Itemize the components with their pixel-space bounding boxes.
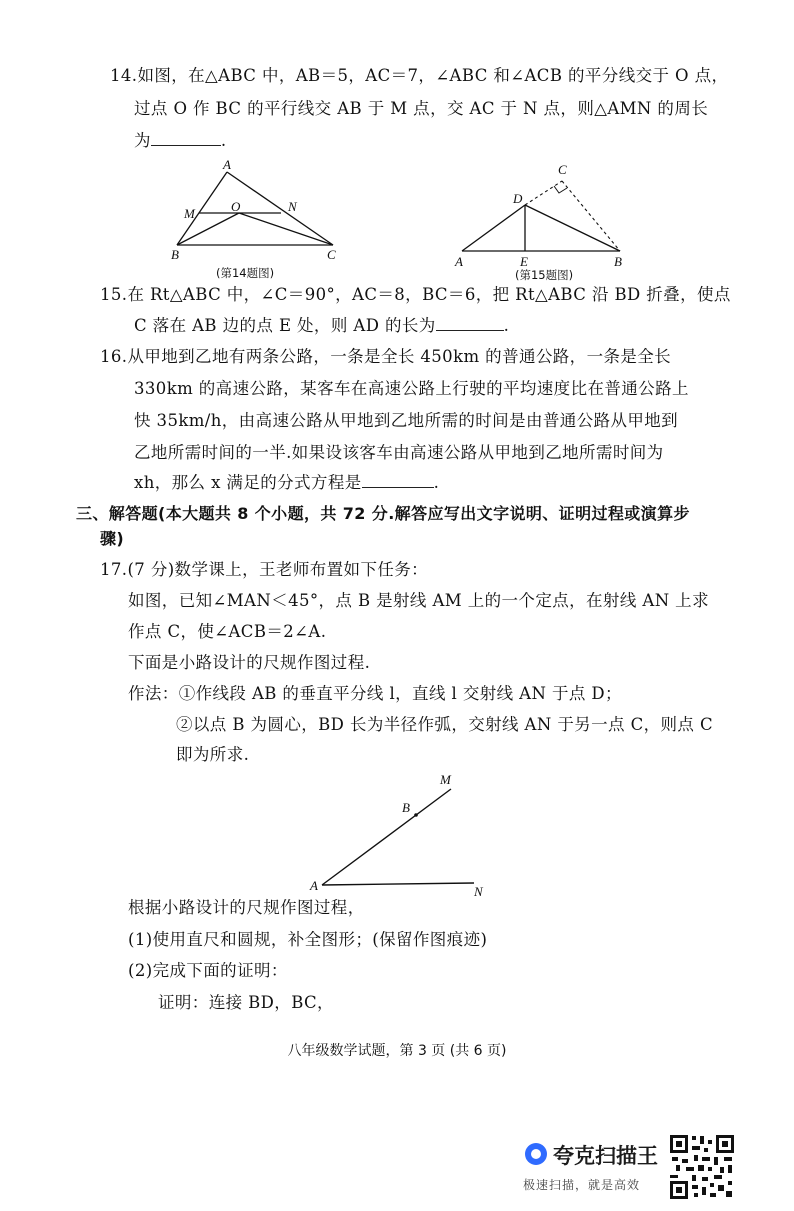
fig17-ray-an [322,883,474,885]
q16-line-2: 330km 的高速公路，某客车在高速公路上行驶的平均速度比在普通公路上 [134,379,689,398]
fig17-label-b: B [402,800,410,815]
q14-text: 为 [134,131,151,150]
fig14-label-m: M [184,206,195,221]
q16-line-4: 乙地所需时间的一半.如果设该客车由高速公路从甲地到乙地所需时间为 [134,443,664,462]
q16-answer-blank [362,471,434,488]
q17-line-10: (2)完成下面的证明： [128,961,288,980]
q16-text: xh，那么 x 满足的分式方程是 [134,473,362,492]
fig17-label-a: A [310,878,318,893]
fig14-label-a: A [223,158,231,172]
brand-name: 夸克扫描王 [553,1144,658,1168]
q15-line-1: 15.在 Rt△ABC 中，∠C＝90°，AC＝8，BC＝6，把 Rt△ABC 沿 BD 折叠，使点 [100,285,731,304]
q17-line-7: 即为所求. [176,745,250,764]
figure-17 [300,768,500,898]
q17-line-11: 证明：连接 BD，BC， [158,993,334,1012]
q17-line-2: 如图，已知∠MAN＜45°，点 B 是射线 AM 上的一个定点，在射线 AN 上求 [128,591,709,610]
fig14-caption: (第14题图) [216,266,275,280]
q15-period: . [503,316,510,335]
figure-15 [448,158,638,288]
q17-line-3: 作点 C，使∠ACB＝2∠A. [128,622,327,641]
q14-line-1: 14.如图，在△ABC 中，AB＝5，AC＝7，∠ABC 和∠ACB 的平分线交于 O 点， [110,66,729,85]
fig17-ray-am [322,789,451,885]
q17-line-1: 17.(7 分)数学课上，王老师布置如下任务： [100,560,429,579]
q17-line-9: (1)使用直尺和圆规，补全图形；(保留作图痕迹) [128,930,488,949]
q14-line-3 [134,129,227,153]
fig15-label-b: B [614,254,622,269]
q14-line-2: 过点 O 作 BC 的平行线交 AB 于 M 点，交 AC 于 N 点，则△AMN 的周长 [134,99,709,118]
qr-code-icon [668,1133,736,1201]
q17-line-8: 根据小路设计的尺规作图过程， [128,898,365,917]
fig15-right-angle-mark [554,186,567,193]
fig17-label-m: M [440,772,451,787]
q17-line-5: 作法：①作线段 AB 的垂直平分线 l，直线 l 交射线 AN 于点 D； [128,684,622,703]
fig15-label-d: D [513,191,523,206]
fig15-label-c: C [558,162,567,177]
fig15-dashed-cb [562,181,620,251]
q16-line-3: 快 35km/h，由高速公路从甲地到乙地所需的时间是由普通公路从甲地到 [134,411,679,430]
fig17-label-n: N [474,884,483,898]
fig15-segment-ad [462,205,525,251]
fig15-label-a: A [455,254,463,269]
q15-answer-blank [436,314,504,331]
section-3-heading-line-2: 骤) [100,529,125,548]
q16-line-5 [134,471,439,495]
fig15-label-e: E [520,254,528,269]
fig14-bisector-co [239,213,333,245]
fig14-label-b: B [171,247,179,262]
section-3-heading-line-1: 三、解答题(本大题共 8 个小题，共 72 分.解答应写出文字说明、证明过程或演算步 [76,504,690,523]
fig15-dashed-dc [525,181,562,205]
q15-line-2 [134,314,509,338]
fig14-label-o: O [231,199,241,214]
q16-period: . [433,473,440,492]
brand-slogan: 极速扫描，就是高效 [523,1178,641,1192]
figure-14 [160,158,360,288]
quark-logo-icon [523,1141,549,1167]
q14-period: . [220,131,227,150]
fig14-label-n: N [288,199,297,214]
fig14-label-c: C [327,247,336,262]
fig15-fold-bd [525,205,620,251]
q14-answer-blank [151,129,221,146]
page-footer: 八年级数学试题，第 3 页 (共 6 页) [287,1043,507,1059]
fig14-side-ac [227,172,333,245]
q17-line-4: 下面是小路设计的尺规作图过程. [128,653,371,672]
q16-line-1: 16.从甲地到乙地有两条公路，一条是全长 450km 的普通公路，一条是全长 [100,347,672,366]
q15-text: C 落在 AB 边的点 E 处，则 AD 的长为 [134,316,436,335]
fig17-point-b [414,813,418,817]
q17-line-6: ②以点 B 为圆心，BD 长为半径作弧，交射线 AN 于另一点 C，则点 C [176,715,713,734]
fig15-caption: (第15题图) [515,268,574,282]
